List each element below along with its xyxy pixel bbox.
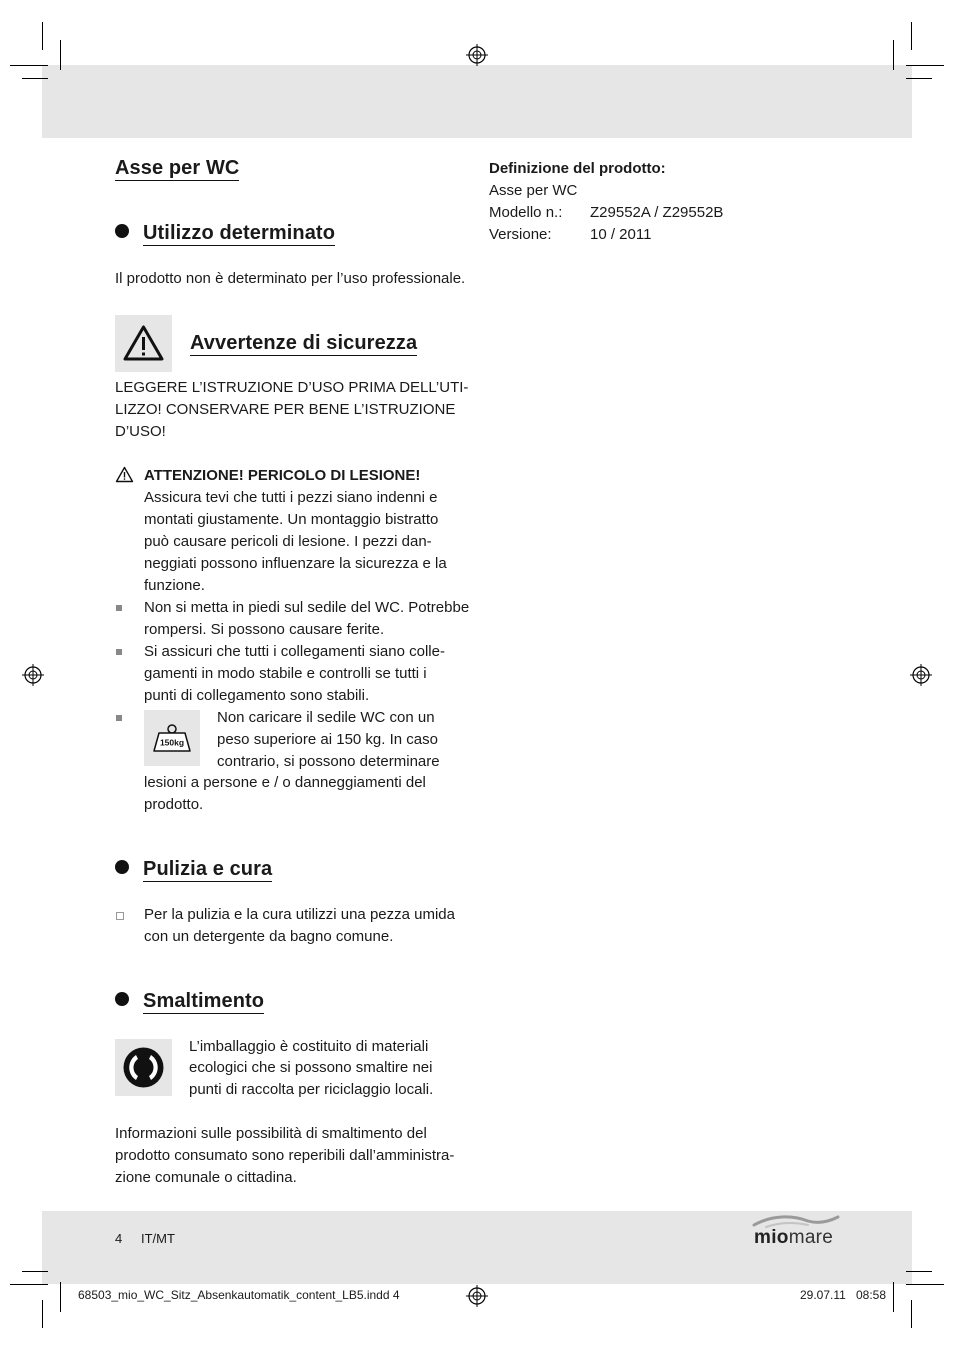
small-warning-icon [115,466,134,483]
list-item-line: gamenti in modo stabile e controlli se tutti i [144,665,427,682]
list-item-line: prodotto. [144,796,204,813]
page-number: 4 [115,1231,123,1246]
registration-mark-icon [22,664,44,686]
smaltimento-line: prodotto consumato sono reperibili dall’amministra- [115,1147,455,1164]
pulizia-line: con un detergente da bagno comune. [144,928,394,945]
crop-mark [22,1271,48,1272]
print-time: 08:58 [856,1288,887,1302]
brand-name-bold: mio [754,1227,789,1248]
list-item-line: Non caricare il sedile WC con un [217,709,435,726]
registration-mark-icon [466,44,488,66]
print-date: 29.07.11 [800,1288,846,1302]
section-heading-utilizzo: Utilizzo determinato [115,221,335,245]
warning-title: ATTENZIONE! PERICOLO DI LESIONE! [144,467,421,484]
weight-label: 150kg [159,737,185,748]
crop-mark [906,1284,944,1285]
crop-mark [893,1282,894,1312]
pulizia-line: Per la pulizia e la cura utilizzi una pezza umida [144,906,455,923]
bullet-dot-icon [115,224,129,238]
crop-mark [906,1271,932,1272]
smaltimento-line: punti di raccolta per riciclaggio locali. [189,1081,434,1098]
utilizzo-text: Il prodotto non è determinato per l’uso professionale. [115,270,466,287]
registration-mark-icon [910,664,932,686]
language-code: IT/MT [141,1231,175,1246]
crop-mark [60,40,61,70]
list-item-line: rompersi. Si possono causare ferite. [144,621,385,638]
smaltimento-line: zione comunale o cittadina. [115,1169,297,1186]
warning-line: può causare pericoli di lesione. I pezzi dan- [144,533,432,550]
crop-mark [906,65,944,66]
section-heading-smaltimento: Smaltimento [115,989,264,1013]
registration-mark-icon [466,1285,488,1307]
safety-caps-line: LIZZO! CONSERVARE PER BENE L’ISTRUZIONE [115,401,456,418]
product-heading: Definizione del prodotto: [489,160,666,177]
list-bullet-icon [116,715,122,721]
smaltimento-line: L’imballaggio è costituito di materiali [189,1038,429,1055]
safety-caps-line: LEGGERE L’ISTRUZIONE D’USO PRIMA DELL’UTI- [115,379,469,396]
crop-mark [906,78,932,79]
crop-mark [42,22,43,50]
page-title: Asse per WC [115,157,240,179]
crop-mark [10,65,48,66]
crop-mark [893,40,894,70]
warning-line: neggiati possono influenzare la sicurezza e la [144,555,447,572]
weight-limit-box [144,710,200,766]
warning-line: funzione. [144,577,205,594]
smaltimento-line: Informazioni sulle possibilità di smaltimento del [115,1125,427,1142]
smaltimento-line: ecologici che si possono smaltire nei [189,1059,433,1076]
header-band [42,65,912,138]
warning-triangle-icon [115,315,172,372]
file-name: 68503_mio_WC_Sitz_Absenkautomatik_content_LB5.indd 4 [78,1288,400,1302]
weight-icon [144,710,200,766]
list-item-line: Non si metta in piedi sul sedile del WC. Potrebbe [144,599,470,616]
list-item-line: peso superiore ai 150 kg. In caso [217,731,438,748]
bullet-dot-icon [115,860,129,874]
list-item-line: Si assicuri che tutti i collegamenti siano colle- [144,643,445,660]
step-checkbox-icon [116,912,124,920]
bullet-dot-icon [115,992,129,1006]
list-item-line: lesioni a persone e / o danneggiamenti del [144,774,426,791]
warning-line: montati giustamente. Un montaggio bistratto [144,511,439,528]
version-label: Versione: [489,226,552,243]
crop-mark [911,1300,912,1328]
list-bullet-icon [116,605,122,611]
list-item-line: punti di collegamento sono stabili. [144,687,370,704]
safety-caps-line: D’USO! [115,423,166,440]
list-item-line: contrario, si possono determinare [217,753,440,770]
crop-mark [911,22,912,50]
model-value: Z29552A / Z29552B [590,204,724,221]
recycle-box [115,1039,172,1096]
crop-mark [10,1284,48,1285]
model-label: Modello n.: [489,204,563,221]
version-value: 10 / 2011 [590,226,652,243]
warning-box [115,315,172,372]
brand-name-light: mare [788,1227,834,1248]
section-heading-avvertenze: Avvertenze di sicurezza [190,332,418,354]
product-name: Asse per WC [489,182,578,199]
brand-logo [752,1213,840,1253]
section-heading-pulizia: Pulizia e cura [115,857,272,881]
list-bullet-icon [116,649,122,655]
warning-line: Assicura tevi che tutti i pezzi siano indenni e [144,489,438,506]
crop-mark [22,78,48,79]
crop-mark [60,1282,61,1312]
green-dot-recycle-icon [115,1039,172,1096]
crop-mark [42,1300,43,1328]
